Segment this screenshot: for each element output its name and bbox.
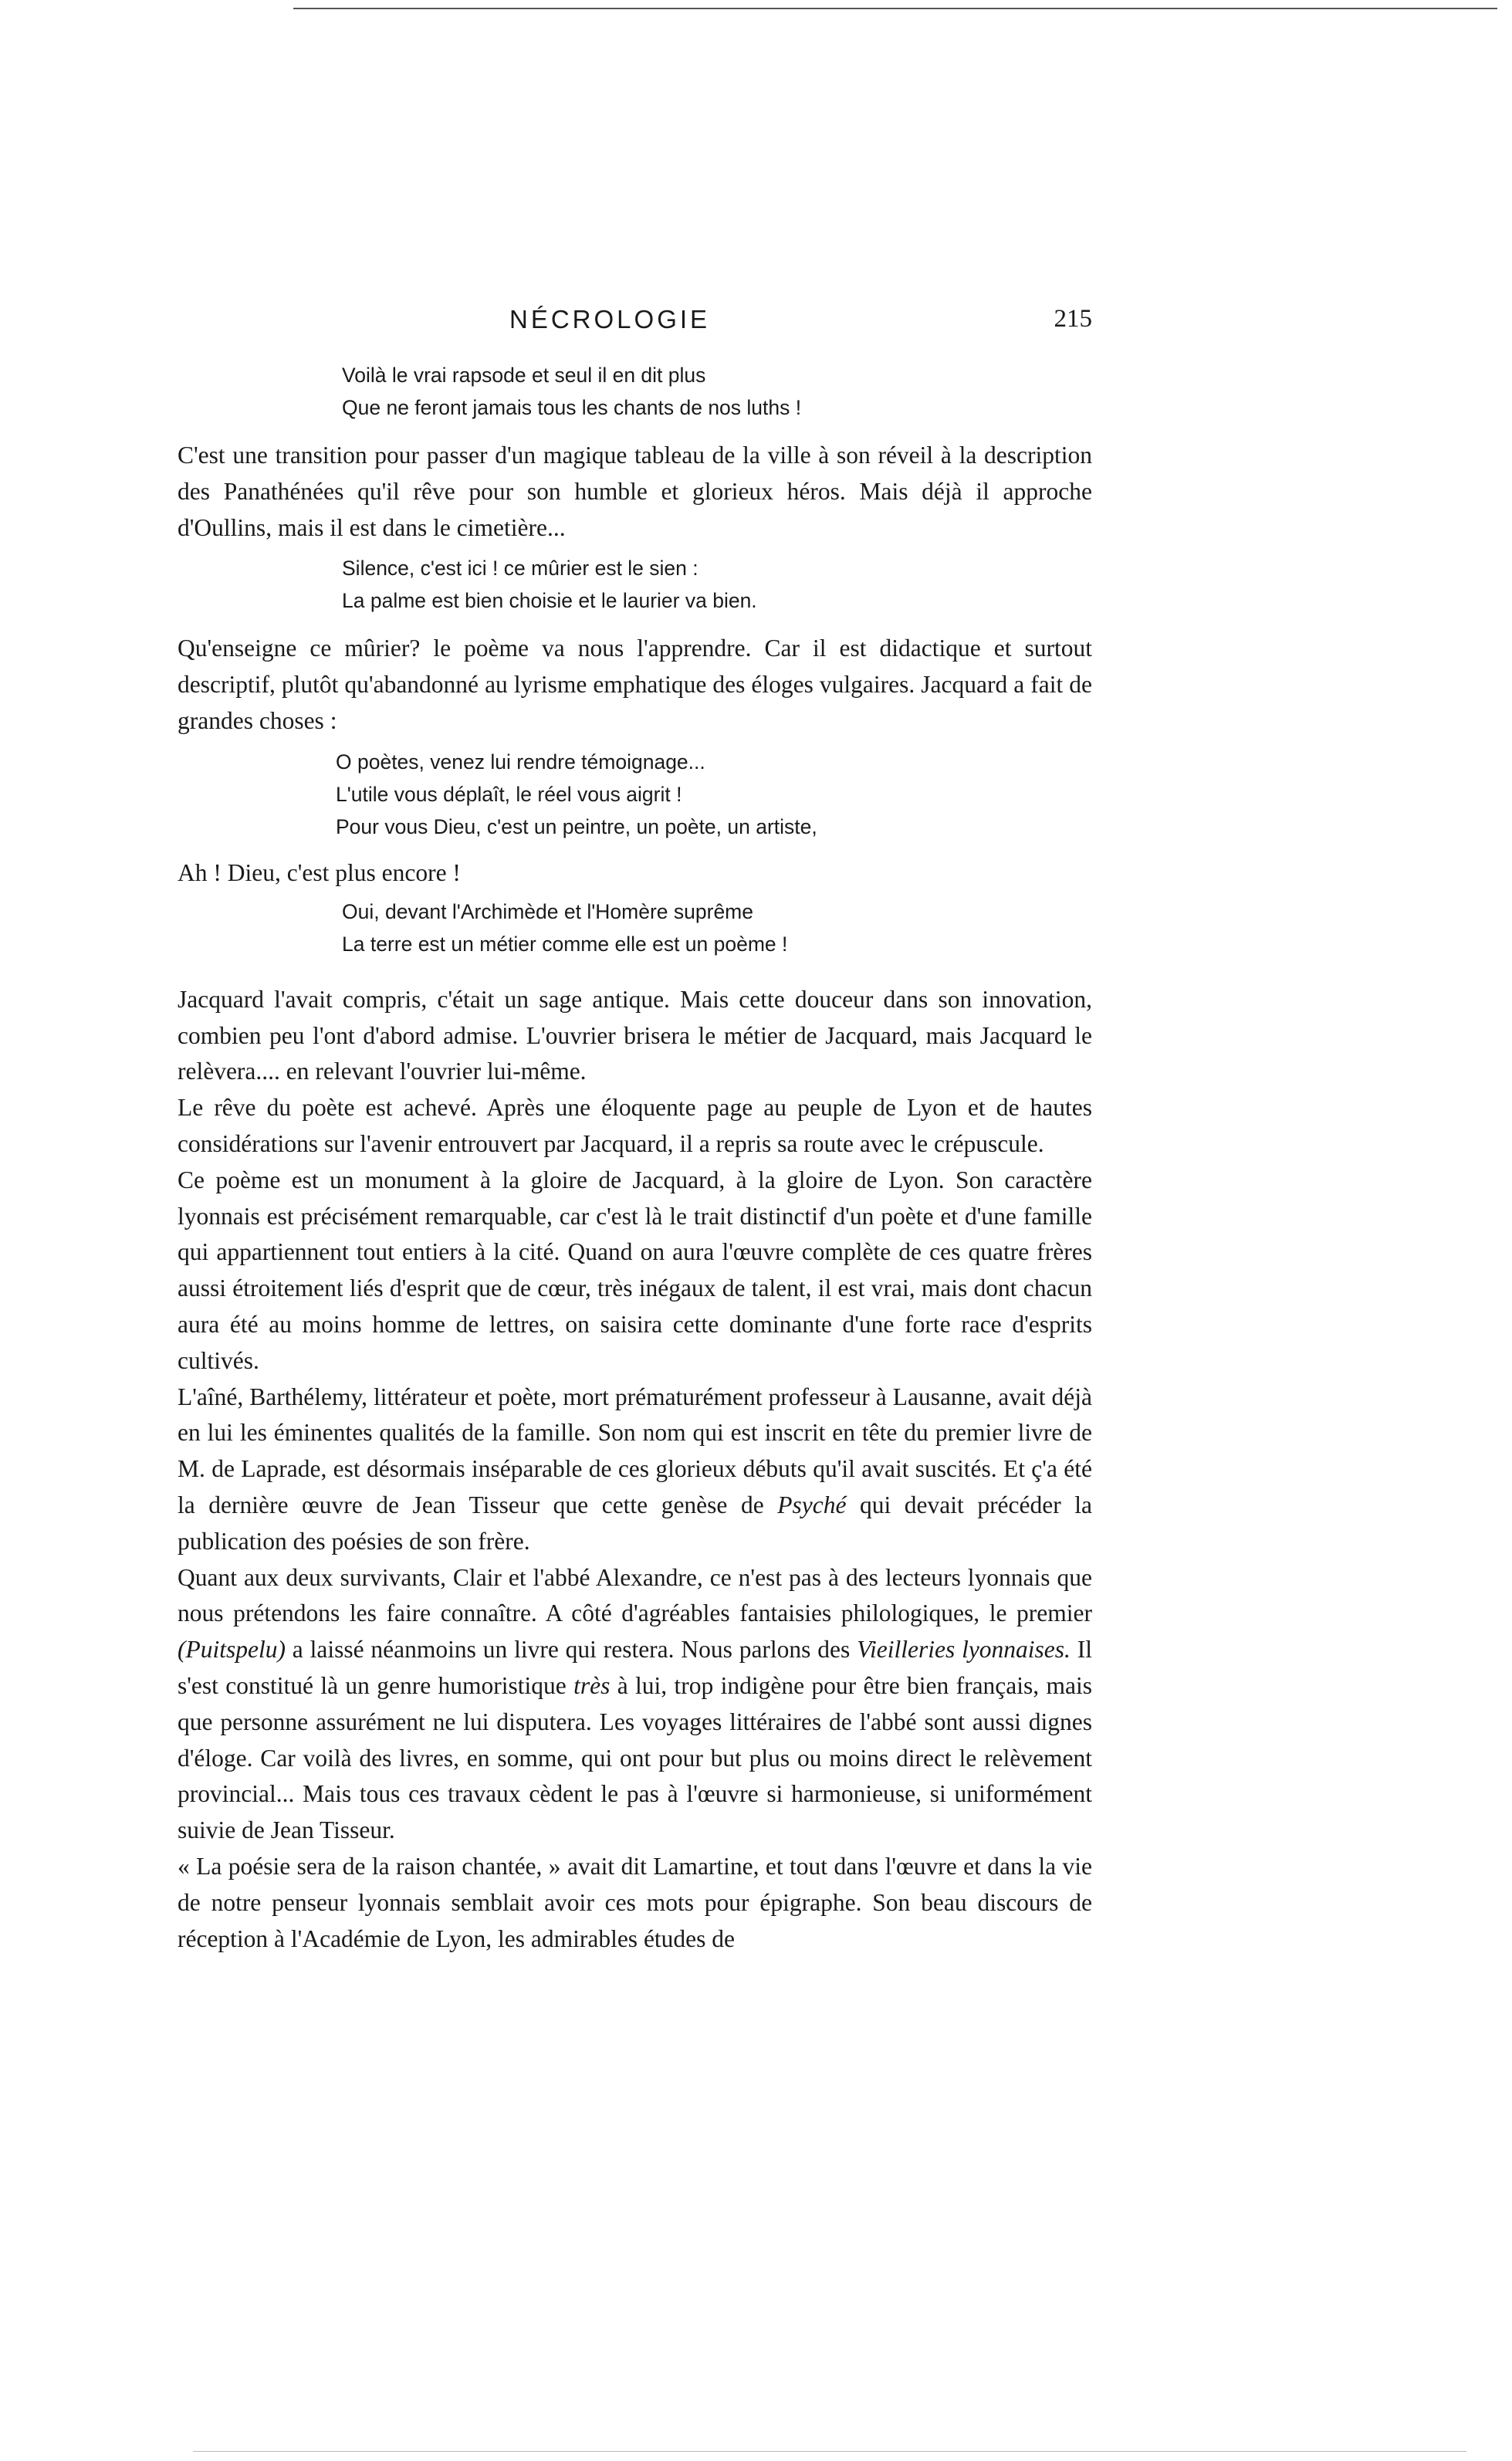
spacer <box>178 974 1092 982</box>
paragraph-7-text: Quant aux deux survivants, Clair et l'abbé Alexandre, ce n'est pas à des lecteurs lyonnais que nous prétendons les faire connaître. A côté d'agréables fantaisies philologiques, le premier <box>178 1563 1092 1627</box>
paragraph-7 <box>178 1560 1092 1849</box>
paragraph-1: C'est une transition pour passer d'un magique tableau de la ville à son réveil à la description des Panathénées qu'il rêve pour son humble et glorieux héros. Mais déjà il approche d'Oullins, mais il est dans le cimetière... <box>178 442 1092 541</box>
page-body <box>178 305 1092 1957</box>
page-number: 215 <box>1054 305 1092 333</box>
paragraph-5: Ce poème est un monument à la gloire de Jacquard, à la gloire de Lyon. Son caractère lyonnais est précisément remarquable, car c'est là le trait distinctif d'un poète et d'une famille qui appartiennent tout entiers à la cité. Quand on aura l'œuvre complète de ces quatre frères aussi étroitement liés d'esprit que de cœur, très inégaux de talent, il est vrai, mais dont chacun aura été au moins homme de lettres, on saisira cette dominante d'une forte race d'esprits cultivés. <box>178 1166 1092 1374</box>
work-title-vieilleries: Vieilleries lyonnaises. <box>857 1636 1071 1664</box>
verse-line: L'utile vous déplaît, le réel vous aigrit ! <box>336 782 682 806</box>
verse-quote-4 <box>342 895 1092 960</box>
running-head: NÉCROLOGIE <box>509 305 711 333</box>
paragraph-3: Jacquard l'avait compris, c'était un sage antique. Mais cette douceur dans son innovation, combien peu l'ont d'abord admise. L'ouvrier brisera le métier de Jacquard, mais Jacquard le relèvera.... en relevant l'ouvrier lui-même. <box>178 985 1092 1085</box>
verse-line: Pour vous Dieu, c'est un peintre, un poète, un artiste, <box>336 814 817 838</box>
verse-quote-2 <box>342 552 1092 617</box>
emphasis-word: très <box>573 1671 611 1699</box>
verse-line: Silence, c'est ici ! ce mûrier est le sien : <box>342 557 698 581</box>
paragraph-8: « La poésie sera de la raison chantée, » avait dit Lamartine, et tout dans l'œuvre et dans la vie de notre penseur lyonnais semblait avoir ces mots pour épigraphe. Son beau discours de réception à l'Académie de Lyon, les admirables études de <box>178 1852 1092 1952</box>
paragraph-6-text: qui devait précéder la publication des poésies de son frère. <box>178 1491 1093 1555</box>
verse-line: Que ne feront jamais tous les chants de nos luths ! <box>342 396 802 419</box>
page-header <box>178 305 1092 344</box>
paragraph-7-text: a laissé néanmoins un livre qui restera. Nous parlons des <box>285 1636 857 1664</box>
verse-line: Voilà le vrai rapsode et seul il en dit plus <box>342 364 706 387</box>
verse-quote-3 <box>336 746 1092 843</box>
verse-line: O poètes, venez lui rendre témoignage... <box>336 750 705 774</box>
paragraph-6-text: L'aîné, Barthélemy, littérateur et poète, mort prématurément professeur à Lausanne, avait déjà en lui les éminentes qualités de la famille. Son nom qui est inscrit en tête du premier livre de M. de Laprade, est désormais inséparable de ces glorieux débuts qu'il avait suscités. Et ç'a été la dernière œuvre de Jean Tisseur que cette genèse de <box>178 1383 1092 1518</box>
paragraph-7-text: Il s'est constitué là un genre humoristique <box>178 1636 1093 1699</box>
paragraph-2: Qu'enseigne ce mûrier? le poème va nous l'apprendre. Car il est didactique et surtout descriptif, plutôt qu'abandonné au lyrisme emphatique des éloges vulgaires. Jacquard a fait de grandes choses : <box>178 635 1092 734</box>
top-page-rule <box>293 8 1497 9</box>
verse-line: La terre est un métier comme elle est un poème ! <box>342 932 788 956</box>
verse-line: La palme est bien choisie et le laurier va bien. <box>342 589 757 613</box>
pseudonym: (Puitspelu) <box>178 1636 286 1664</box>
paragraph-6 <box>178 1379 1092 1560</box>
paragraph-7-text: à lui, trop indigène pour être bien français, mais que personne assurément ne lui disputera. Les voyages littéraires de l'abbé sont aussi dignes d'éloge. Car voilà des livres, en somme, qui ont pour but plus ou moins direct le relèvement provincial... Mais tous ces travaux cèdent le pas à l'œuvre si harmonieuse, si uniformément suivie de Jean Tisseur. <box>178 1671 1092 1844</box>
verse-line: Oui, devant l'Archimède et l'Homère suprême <box>342 899 753 923</box>
bottom-page-rule <box>193 2451 1466 2452</box>
paragraph-4: Le rêve du poète est achevé. Après une éloquente page au peuple de Lyon et de hautes considérations sur l'avenir entrouvert par Jacquard, il a repris sa route avec le crépuscule. <box>178 1094 1092 1157</box>
interjection-line: Ah ! Dieu, c'est plus encore ! <box>178 858 461 886</box>
verse-quote-1 <box>342 359 1092 424</box>
work-title-psyche: Psyché <box>777 1491 847 1518</box>
